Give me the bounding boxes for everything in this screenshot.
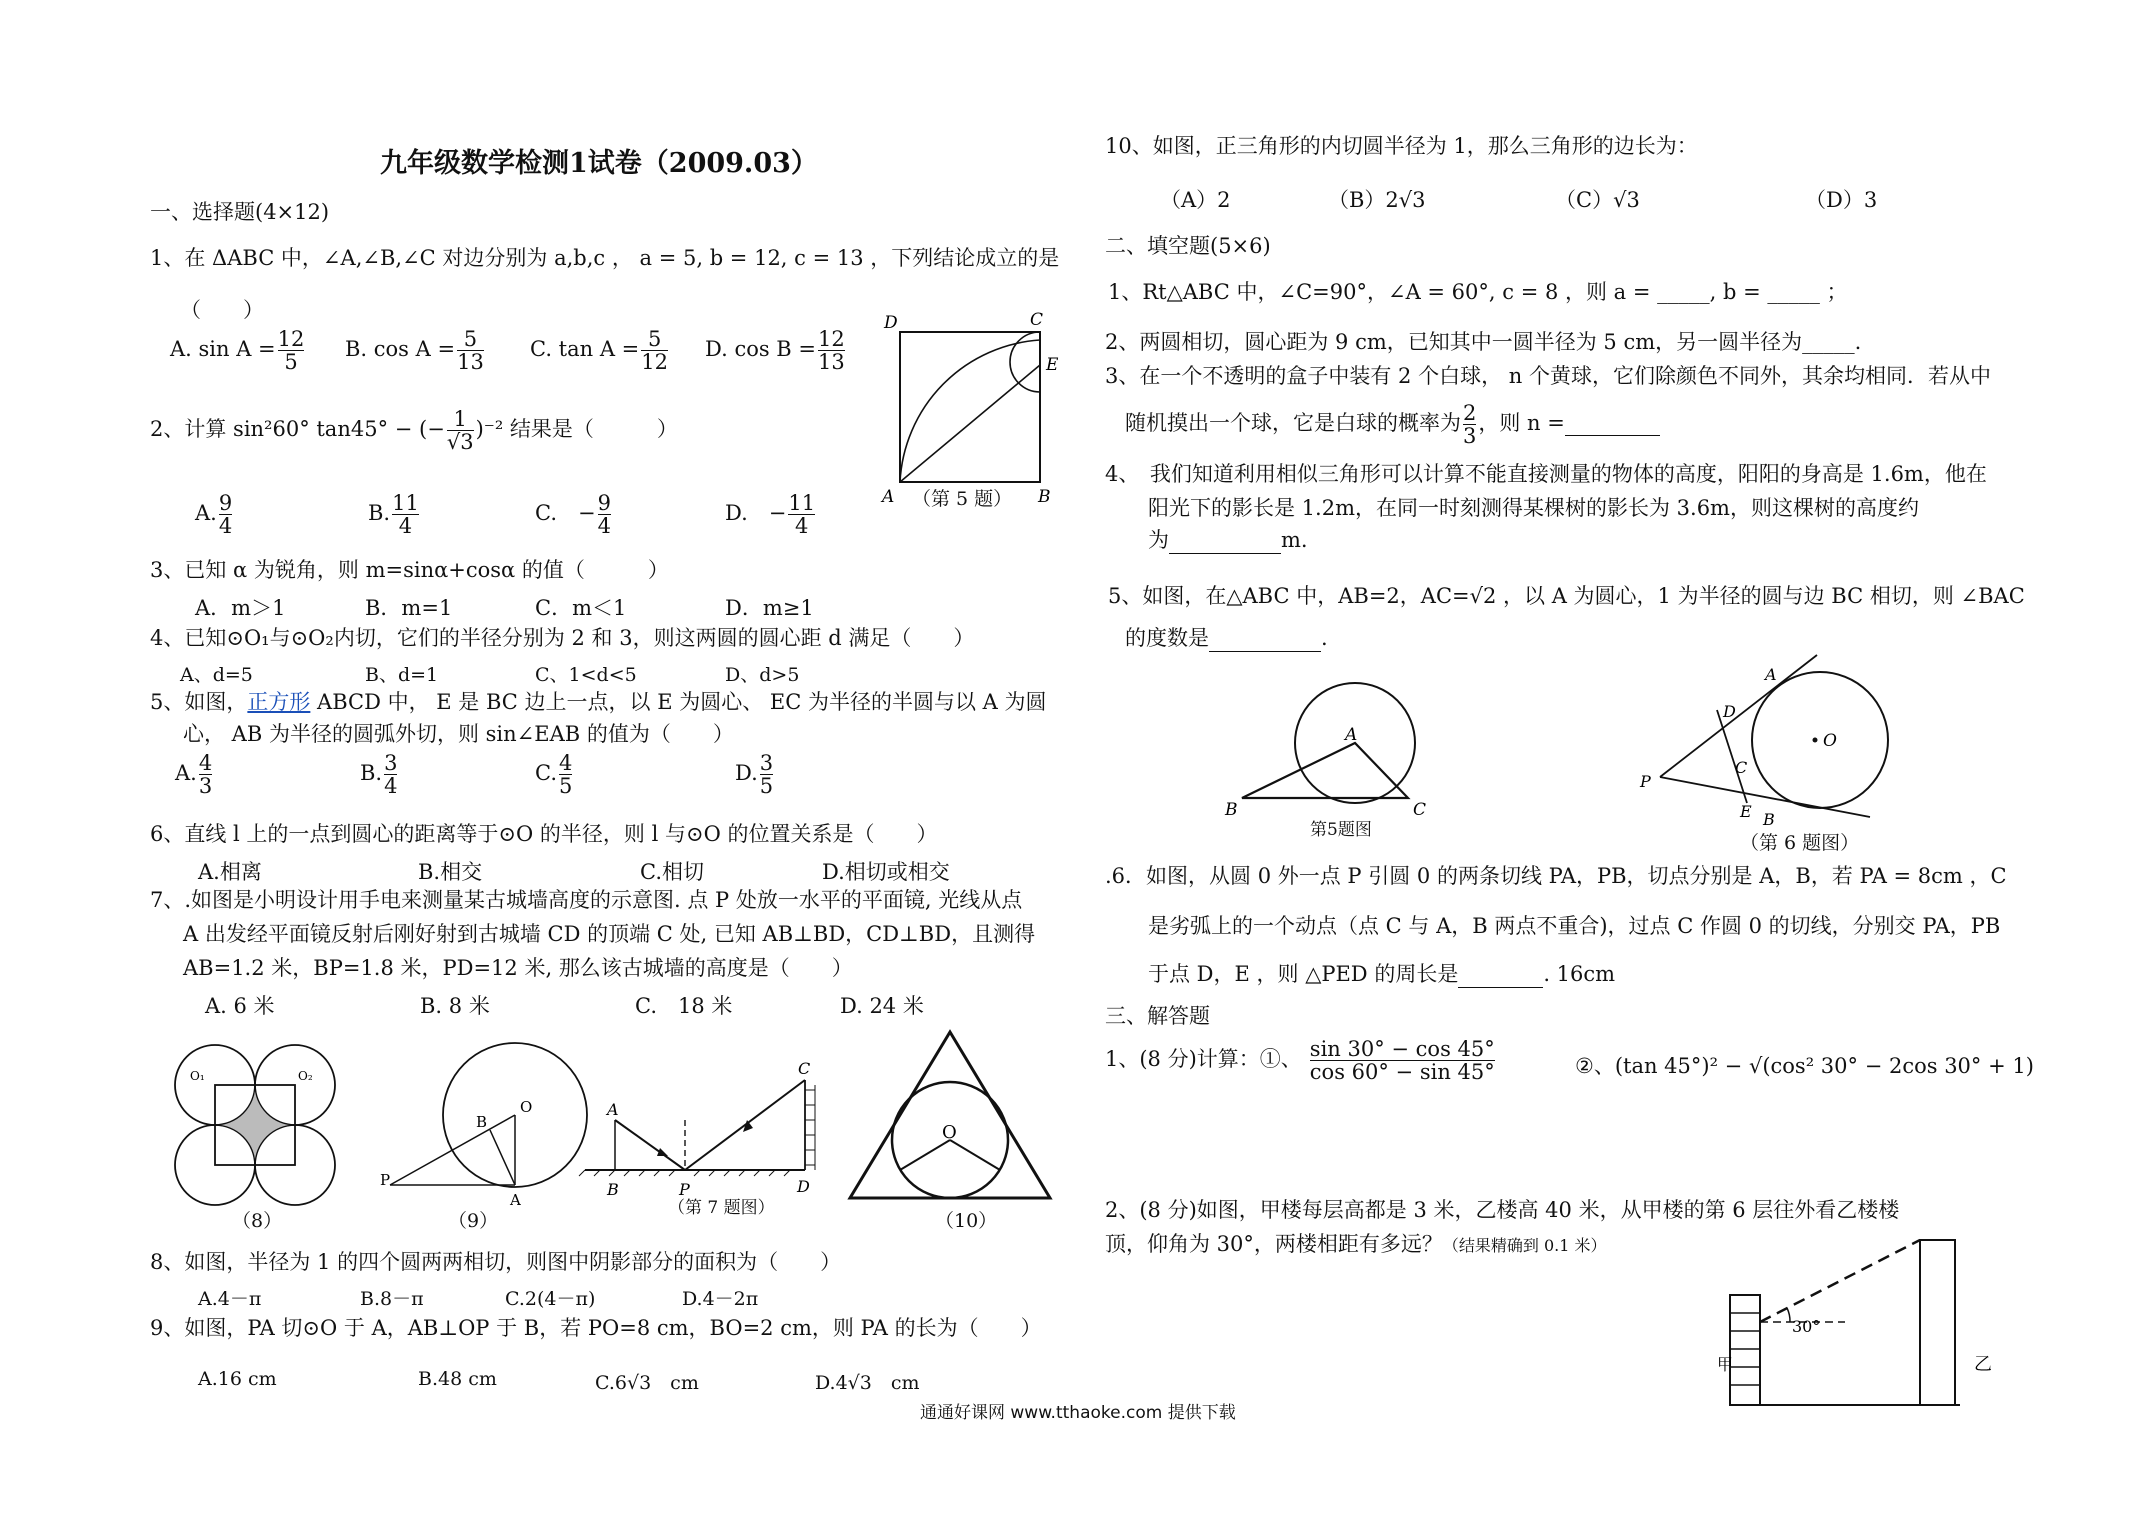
fill4-answer-blank[interactable]	[1169, 528, 1281, 554]
fill6-line2: 是劣弧上的一个动点（点 C 与 A，B 两点不重合)，过点 C 作圆 0 的切线，分别交 PA，PB	[1148, 914, 2001, 938]
svg-text:O₂: O₂	[298, 1069, 313, 1083]
q5-stem-line1: 5、如图，正方形 ABCD 中， E 是 BC 边上一点，以 E 为圆心、 EC 为半径的半圆与以 A 为圆	[150, 690, 1047, 714]
q7-option-d[interactable]: D. 24 米	[840, 994, 924, 1018]
q3-option-c[interactable]: C．m＜1	[535, 596, 627, 620]
q1-stem: 1、在 ΔABC 中，∠A,∠B,∠C 对边分别为 a,b,c ， a = 5, b = 12, c = 13 ，下列结论成立的是	[150, 246, 1060, 270]
svg-text:D: D	[1723, 702, 1736, 721]
fill4-line1: 4、 我们知道利用相似三角形可以计算不能直接测量的物体的高度，阳阳的身高是 1.6m，他在	[1105, 462, 1987, 486]
q9-stem: 9、如图，PA 切⊙O 于 A，AB⊥OP 于 B，若 PO=8 cm，BO=2 cm，则 PA 的长为（ ）	[150, 1316, 1042, 1340]
q5-option-d[interactable]: D. $\frac{3}{5}$	[735, 751, 774, 799]
svg-text:B: B	[607, 1180, 619, 1199]
figure-q9-tangent	[380, 1040, 580, 1215]
q2-option-a[interactable]: A. $\frac{9}{4}$	[195, 491, 233, 539]
figure-q5-square	[870, 310, 1070, 510]
figure-q8-caption: （8）	[232, 1210, 283, 1232]
q1-option-c[interactable]: C. tan A = $\frac{5}{12}$	[530, 327, 668, 375]
q1-option-a[interactable]: A. sin A = $\frac{12}{5}$	[170, 327, 305, 375]
q3-stem: 3、已知 α 为锐角，则 m=sinα+cosα 的值（ ）	[150, 558, 669, 582]
solve1-expression-1: 1、(8 分)计算：①、 $\frac{\sin 30^\circ - \cos 45^\circ}{\cos 60^\circ - \sin 45^\circ}$	[1105, 1037, 1495, 1085]
q10-option-c[interactable]: （C）√3	[1555, 188, 1640, 212]
figure-q10-caption: （10）	[935, 1210, 998, 1232]
figure-q9-caption: （9）	[448, 1210, 499, 1232]
q7-option-b[interactable]: B. 8 米	[420, 994, 490, 1018]
q5-option-c[interactable]: C. $\frac{4}{5}$	[535, 751, 573, 799]
q8-option-b[interactable]: B.8－π	[360, 1288, 424, 1310]
figure-buildings	[1717, 1240, 2010, 1415]
q3-option-b[interactable]: B．m=1	[365, 596, 453, 620]
fill6-line3: 于点 D，E ，则 △PED 的周长是 . 16cm	[1148, 962, 1615, 988]
svg-text:A: A	[882, 487, 895, 507]
fill6-answer-blank[interactable]	[1458, 962, 1543, 988]
svg-text:C: C	[798, 1059, 811, 1078]
q6-option-a[interactable]: A.相离	[198, 860, 262, 884]
q1-paren: （ ）	[180, 298, 264, 322]
svg-text:D: D	[797, 1177, 810, 1196]
q1-option-b[interactable]: B. cos A = $\frac{5}{13}$	[345, 327, 484, 375]
q2-option-c[interactable]: C. − $\frac{9}{4}$	[535, 491, 611, 539]
svg-text:C: C	[1735, 758, 1748, 777]
q7-stem-line1: 7、.如图是小明设计用手电来测量某古城墙高度的示意图. 点 P 处放一水平的平面镜, 光线从点	[150, 888, 1023, 912]
figure-q5-caption: （第 5 题）	[912, 488, 1013, 510]
q2-stem: 2、计算 sin²60° tan45° − (− $\frac{1}{√3}$ )⁻² 结果是（ ）	[150, 407, 678, 455]
q7-option-c[interactable]: C. 18 米	[635, 994, 733, 1018]
fill3-answer-blank[interactable]	[1565, 411, 1660, 436]
section-choice-heading: 一、选择题(4×12)	[150, 200, 330, 224]
svg-text:O₁: O₁	[190, 1069, 205, 1083]
page-footer: 通通好课网 www.tthaoke.com 提供下载	[920, 1403, 1236, 1423]
fill5-line2: 的度数是 .	[1125, 626, 1328, 652]
svg-text:C: C	[1030, 310, 1044, 330]
q4-option-a[interactable]: A、d=5	[180, 664, 253, 686]
svg-text:O: O	[1823, 731, 1837, 751]
fill1-text: 1、Rt△ABC 中，∠C=90°，∠A = 60°, c = 8 ，则 a = _____, b = _____ ；	[1108, 280, 1848, 304]
figure-q10-incircle	[845, 1030, 1060, 1200]
q4-option-d[interactable]: D、d>5	[725, 664, 800, 686]
fill5-answer-blank[interactable]	[1209, 626, 1321, 652]
svg-text:A: A	[607, 1100, 619, 1119]
svg-text:A: A	[1345, 725, 1358, 745]
figure-q7-mirror	[585, 1060, 830, 1210]
q6-option-d[interactable]: D.相切或相交	[822, 860, 950, 884]
section-fill-heading: 二、填空题(5×6)	[1105, 234, 1271, 258]
q4-option-c[interactable]: C、1<d<5	[535, 664, 637, 686]
svg-text:A: A	[510, 1191, 521, 1209]
q6-option-b[interactable]: B.相交	[418, 860, 483, 884]
svg-text:E: E	[1046, 355, 1059, 375]
q7-option-a[interactable]: A. 6 米	[205, 994, 275, 1018]
svg-text:O: O	[942, 1122, 957, 1143]
svg-text:P: P	[679, 1180, 690, 1199]
fill3-line2: 随机摸出一个球，它是白球的概率为 $\frac{2}{3}$ ，则 n =	[1125, 402, 1660, 447]
fill6-line1: .6．如图，从圆 0 外一点 P 引圆 0 的两条切线 PA，PB，切点分别是 A，B，若 PA = 8cm ，C	[1105, 864, 2007, 888]
svg-text:P: P	[1640, 772, 1651, 791]
svg-text:O: O	[520, 1098, 533, 1116]
q8-option-c[interactable]: C.2(4－π)	[505, 1288, 596, 1310]
section-solve-heading: 三、解答题	[1105, 1004, 1210, 1028]
square-link[interactable]: 正方形	[247, 690, 311, 714]
q10-option-a[interactable]: （A）2	[1160, 188, 1231, 212]
fill2-text: 2、两圆相切，圆心距为 9 cm，已知其中一圆半径为 5 cm，另一圆半径为_____.	[1105, 330, 1862, 354]
figure-fill5-triangle	[1220, 680, 1440, 820]
q10-option-d[interactable]: （D）3	[1805, 188, 1878, 212]
svg-text:A: A	[1765, 665, 1777, 684]
q6-option-c[interactable]: C.相切	[640, 860, 704, 884]
q3-option-d[interactable]: D．m≥1	[725, 596, 814, 620]
q9-option-b[interactable]: B.48 cm	[418, 1368, 497, 1390]
q3-option-a[interactable]: A．m＞1	[195, 596, 286, 620]
svg-text:P: P	[380, 1171, 391, 1189]
q7-stem-line3: AB=1.2 米，BP=1.8 米，PD=12 米, 那么该古城墙的高度是（ ）	[183, 956, 853, 980]
fill4-line3: 为 m.	[1148, 528, 1308, 554]
q9-option-a[interactable]: A.16 cm	[198, 1368, 277, 1390]
figure-q7-caption: （第 7 题图）	[668, 1198, 775, 1218]
svg-text:C: C	[1413, 800, 1427, 820]
fill4-line2: 阳光下的影长是 1.2m，在同一时刻测得某棵树的影长为 3.6m，则这棵树的高度约	[1148, 496, 1919, 520]
q10-option-b[interactable]: （B）2√3	[1328, 188, 1426, 212]
buildings-angle-label: 30°	[1792, 1317, 1821, 1336]
q5-option-a[interactable]: A. $\frac{4}{3}$	[175, 751, 213, 799]
figure-fill5-caption: 第5题图	[1310, 820, 1372, 840]
figure-fill6-tangents	[1635, 655, 1900, 830]
q4-option-b[interactable]: B、d=1	[365, 664, 439, 686]
q7-stem-line2: A 出发经平面镜反射后刚好射到古城墙 CD 的顶端 C 处, 已知 AB⊥BD，CD⊥BD，且测得	[183, 922, 1036, 946]
q4-stem: 4、已知⊙O₁与⊙O₂内切，它们的半径分别为 2 和 3，则这两圆的圆心距 d 满足（ ）	[150, 626, 975, 650]
svg-text:D: D	[884, 313, 898, 333]
q6-stem: 6、直线 l 上的一点到圆心的距离等于⊙O 的半径，则 l 与⊙O 的位置关系是（ ）	[150, 822, 938, 846]
q1-option-d[interactable]: D. cos B = $\frac{12}{13}$	[705, 327, 845, 375]
building-jia-label: 甲	[1717, 1355, 1734, 1374]
fill3-line1: 3、在一个不透明的盒子中装有 2 个白球， n 个黄球，它们除颜色不同外，其余均相同．若从中	[1105, 364, 1991, 388]
fill5-line1: 5、如图，在△ABC 中，AB=2，AC=√2 ，以 A 为圆心，1 为半径的圆与边 BC 相切，则 ∠BAC	[1108, 584, 2025, 608]
q9-option-d[interactable]: D.4√3 cm	[815, 1372, 920, 1394]
solve1-expression-2: ②、(tan 45°)² − √(cos² 30° − 2cos 30° + 1)	[1575, 1054, 2034, 1078]
svg-text:B: B	[1763, 810, 1775, 829]
q2-option-b[interactable]: B. $\frac{11}{4}$	[368, 491, 419, 539]
svg-text:B: B	[1038, 487, 1051, 507]
q8-option-a[interactable]: A.4－π	[198, 1288, 262, 1310]
figure-q8-circles	[170, 1040, 340, 1210]
q8-stem: 8、如图，半径为 1 的四个圆两两相切，则图中阴影部分的面积为（ ）	[150, 1250, 842, 1274]
svg-text:E: E	[1740, 802, 1752, 821]
building-yi-label: 乙	[1974, 1354, 1992, 1375]
solve2-line1: 2、(8 分)如图，甲楼每层高都是 3 米，乙楼高 40 米，从甲楼的第 6 层往外看乙楼楼	[1105, 1198, 1900, 1222]
q2-option-d[interactable]: D. − $\frac{11}{4}$	[725, 491, 816, 539]
q8-option-d[interactable]: D.4－2π	[682, 1288, 759, 1310]
q5-option-b[interactable]: B. $\frac{3}{4}$	[360, 751, 398, 799]
q5-stem-line2: 心， AB 为半径的圆弧外切，则 sin∠EAB 的值为（ ）	[183, 722, 734, 746]
svg-text:B: B	[1225, 800, 1238, 820]
figure-fill6-caption: （第 6 题图）	[1740, 832, 1860, 854]
page-title: 九年级数学检测1试卷（2009.03）	[380, 148, 818, 179]
svg-text:B: B	[476, 1113, 488, 1131]
q9-option-c[interactable]: C.6√3 cm	[595, 1372, 699, 1394]
q10-stem: 10、如图，正三角形的内切圆半径为 1，那么三角形的边长为：	[1105, 134, 1698, 158]
solve2-line2: 顶，仰角为 30°，两楼相距有多远？（结果精确到 0.1 米）	[1105, 1232, 1607, 1256]
